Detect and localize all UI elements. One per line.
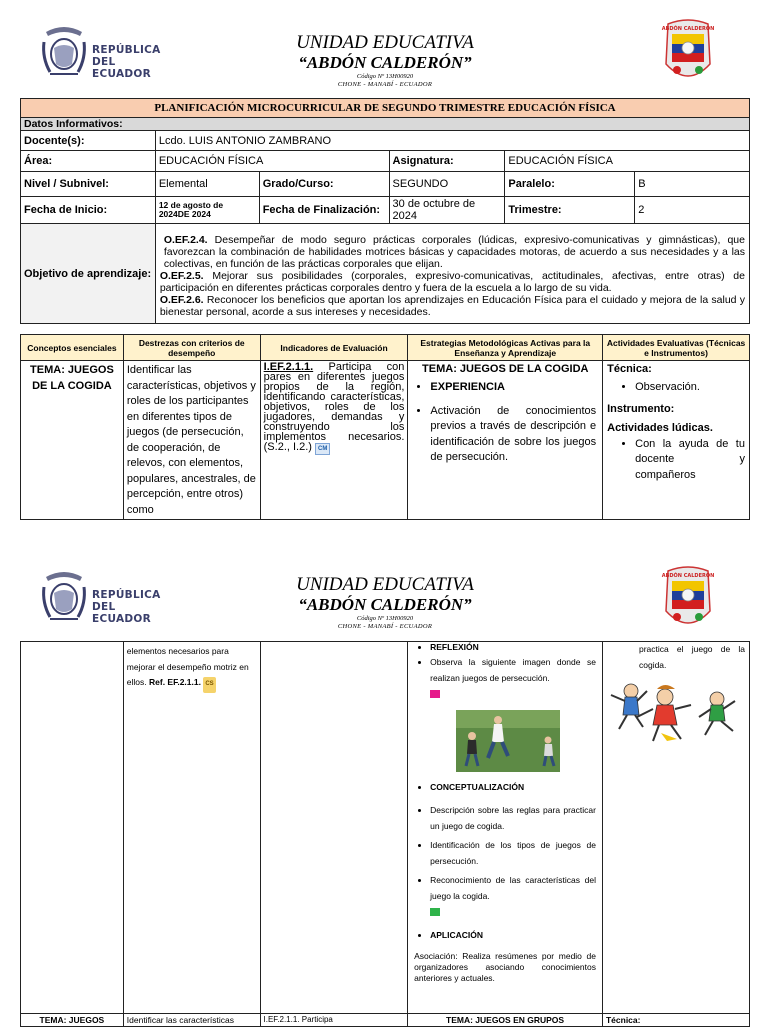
skill-cell: Identificar las características, objetivos y roles de los participantes en diferentes tipos de juegos (de persecución, de cooperación, de relevos, con elementos, populares, ancestrales, de percepción, entre otros) como — [123, 361, 260, 520]
concept-cell-cont — [21, 642, 124, 1014]
grade-label: Grado/Curso: — [259, 172, 389, 197]
ecuador-text: DEL ECUADOR — [92, 56, 152, 80]
end-label: Fecha de Finalización: — [259, 197, 389, 224]
area-value: EDUCACIÓN FÍSICA — [155, 151, 389, 172]
children-playing-photo — [456, 710, 560, 772]
strategy-phase-experience: • EXPERIENCIA — [430, 380, 596, 396]
objective-label: Objetivo de aprendizaje: — [21, 224, 156, 324]
objective-2: O.EF.2.5. Mejorar sus posibilidades (corporales, expresivo-comunicativas, actitudinales, afectivas, entre otras) de participación en diferentes prácticas corporales dentro y fuera de la escuela a lo largo de su vida. — [159, 270, 745, 294]
term-label: Trimestre: — [505, 197, 635, 224]
phase-reflection: • REFLEXIÓN — [430, 642, 596, 653]
level-label: Nivel / Subnivel: — [21, 172, 156, 197]
teacher-value: Lcdo. LUIS ANTONIO ZAMBRANO — [155, 131, 749, 151]
phase-application: • APLICACIÓN — [430, 928, 596, 944]
republica-text: REPÚBLICA — [92, 589, 161, 601]
skill-ref: Ref. EF.2.1.1. — [149, 677, 201, 687]
concept-item-3: • Reconocimiento de las características del juego la cogida. — [430, 873, 596, 920]
next-indicator: I.EF.2.1.1. Participa — [260, 1014, 408, 1027]
strategy-cell-cont — [408, 642, 603, 1014]
institution-code: Código Nº 13H00920 — [356, 73, 414, 80]
col-strategies: Estrategias Metodológicas Activas para la Enseñanza y Aprendizaje — [408, 335, 603, 361]
institution-location: CHONE - MANABÍ - ECUADOR — [337, 623, 433, 630]
next-concept: TEMA: JUEGOS — [21, 1014, 124, 1027]
skill-cell-cont: elementos necesarios para mejorar el desempeño motriz en ellos. Ref. EF.2.1.1. CS — [123, 642, 260, 1014]
reflection-item: • Observa la siguiente imagen donde se realizan juegos de persecución. — [430, 655, 596, 702]
kids-chasing-illustration — [607, 677, 745, 753]
col-indicators: Indicadores de Evaluación — [260, 335, 408, 361]
section-label: Datos Informativos: — [21, 118, 750, 131]
evaluation-cell — [603, 361, 750, 520]
application-text: Asociación: Realiza resúmenes por medio de organizadores asociando conocimientos anteriores y actuales. — [414, 951, 596, 983]
institution-title — [230, 575, 540, 631]
plan-table-page1 — [20, 334, 750, 520]
indicator-cell: I.EF.2.1.1. Participa con pares en diferentes juegos propios de la región, identificando características, objetivos, roles de los jugadores, demandas y construyendo los implementos necesarios. (S.2., I.2.) CM — [260, 361, 408, 520]
ecuador-text: DEL ECUADOR — [92, 601, 152, 625]
strategy-title: TEMA: JUEGOS DE LA COGIDA — [422, 363, 589, 375]
eval-technique-label: Técnica: — [607, 363, 652, 375]
objective-3: O.EF.2.6. Reconocer los beneficios que aportan los aprendizajes en Educación Física para el cuidado y mejora de la salud y bienestar personal, acorde a sus intereses y necesidades. — [159, 294, 745, 318]
institution-line1: UNIDAD EDUCATIVA — [296, 574, 474, 595]
eval-technique: • Observación. — [635, 380, 745, 396]
next-strategy: TEMA: JUEGOS EN GRUPOS — [408, 1014, 603, 1027]
concept-cell: TEMA: JUEGOS DE LA COGIDA — [21, 361, 124, 520]
institution-line2: “ABDÓN CALDERÓN” — [298, 53, 472, 72]
school-logo — [660, 565, 716, 635]
next-skill: Identificar las características — [123, 1014, 260, 1027]
strategy-item: • Activación de conocimientos previos a través de descripción e identificación de sobre los juegos de persecución. — [430, 404, 596, 466]
parallel-value: B — [635, 172, 750, 197]
strategy-cell — [408, 361, 603, 520]
subject-label: Asignatura: — [389, 151, 505, 172]
parallel-label: Paralelo: — [505, 172, 635, 197]
page-header-2 — [0, 545, 768, 643]
eval-activity-cont: practica el juego de la cogida. — [638, 644, 745, 670]
col-skills: Destrezas con criterios de desempeño — [123, 335, 260, 361]
evaluation-cell-cont — [602, 642, 749, 1014]
green-marker-icon — [430, 908, 440, 916]
objective-1: O.EF.2.4. Desempeñar de modo seguro prácticas corporales (lúdicas, expresivo-comunicativas y gimnásticas), que favorezcan la combinación de habilidades motrices básicas y capacidades motoras, de acuerdo a sus necesidades y a las colectivas, en función de las prácticas corporales que elijan. — [163, 234, 745, 270]
area-label: Área: — [21, 151, 156, 172]
ecuador-coat-of-arms-logo — [40, 24, 160, 84]
institution-line1: UNIDAD EDUCATIVA — [296, 32, 474, 53]
document-title: PLANIFICACIÓN MICROCURRICULAR DE SEGUNDO TRIMESTRE EDUCACIÓN FÍSICA — [21, 99, 750, 118]
eval-instrument-label: Instrumento: — [607, 402, 675, 415]
ecuador-coat-of-arms-logo — [40, 569, 160, 629]
start-label: Fecha de Inicio: — [21, 197, 156, 224]
end-value: 30 de octubre de 2024 — [389, 197, 505, 224]
republica-text: REPÚBLICA — [92, 44, 161, 56]
subject-value: EDUCACIÓN FÍSICA — [505, 151, 750, 172]
plan-table-page2 — [20, 641, 750, 1027]
col-concepts: Conceptos esenciales — [21, 335, 124, 361]
objectives-cell — [155, 224, 749, 324]
indicator-cell-cont — [260, 642, 408, 1014]
institution-line2: “ABDÓN CALDERÓN” — [298, 595, 472, 614]
col-evaluation: Actividades Evaluativas (Técnicas e Instrumentos) — [603, 335, 750, 361]
concept-item-1: • Descripción sobre las reglas para practicar un juego de cogida. — [430, 803, 596, 834]
page-header — [0, 0, 768, 98]
eval-activity-item: • Con la ayuda de tu docente y compañeros — [635, 437, 745, 484]
next-eval: Técnica: — [602, 1014, 749, 1027]
school-logo-text: ABDÓN CALDERÓN — [661, 573, 715, 579]
school-logo — [660, 18, 716, 88]
info-table — [20, 98, 750, 324]
start-value: 12 de agosto de 2024DE 2024 — [155, 197, 259, 224]
institution-location: CHONE - MANABÍ - ECUADOR — [337, 81, 433, 88]
level-value: Elemental — [155, 172, 259, 197]
eval-activities-label: Actividades lúdicas. — [607, 422, 713, 434]
cs-badge-icon: CS — [203, 677, 215, 693]
institution-title — [230, 33, 540, 89]
school-logo-text: ABDÓN CALDERÓN — [661, 26, 715, 32]
institution-code: Código Nº 13H00920 — [356, 615, 414, 622]
phase-conceptualization: • CONCEPTUALIZACIÓN — [430, 780, 596, 796]
grade-value: SEGUNDO — [389, 172, 505, 197]
term-value: 2 — [635, 197, 750, 224]
pink-marker-icon — [430, 690, 440, 698]
concept-item-2: • Identificación de los tipos de juegos de persecución. — [430, 838, 596, 869]
teacher-label: Docente(s): — [21, 131, 156, 151]
cm-badge-icon: CM — [315, 443, 330, 455]
